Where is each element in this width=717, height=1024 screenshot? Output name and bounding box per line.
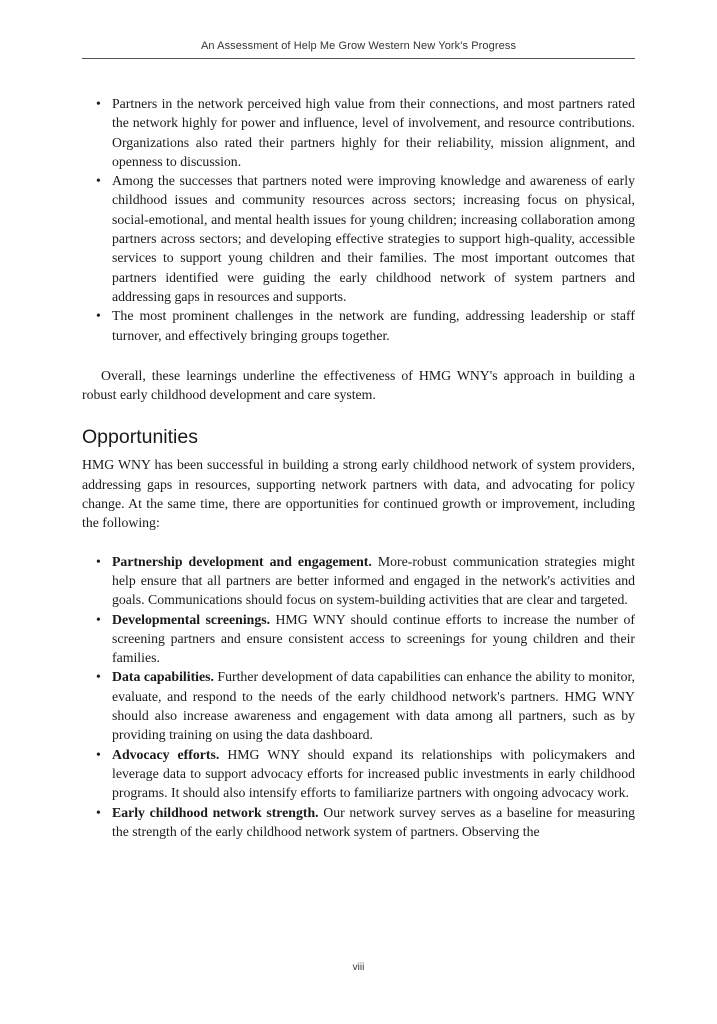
opportunity-text: HMG WNY should expand its relationships with policymakers and leverage data to support advocacy efforts for increased public investments in early childhood programs. It should also intensify efforts to familiarize partners with ongoing advocacy work.	[112, 746, 635, 801]
opportunity-title: Partnership development and engagement.	[112, 553, 372, 569]
opportunity-item	[82, 745, 635, 803]
opportunity-title: Advocacy efforts.	[112, 746, 220, 762]
opportunity-item	[82, 610, 635, 668]
opportunities-list	[82, 552, 635, 841]
opportunity-title: Developmental screenings.	[112, 611, 271, 627]
running-header: An Assessment of Help Me Grow Western New York's Progress	[200, 40, 517, 52]
opportunity-title: Data capabilities.	[112, 669, 214, 685]
finding-item: • Partners in the network perceived high value from their connections, and most partners rated the network highly for power and influence, level of involvement, and resource contributions. Organizations also rated their partners highly for their reliability, mission alignment, and openness to discussion.	[82, 94, 635, 171]
opportunity-text: HMG WNY should continue efforts to increase the number of screening partners and ensure consistent access to screenings for young children and their families.	[112, 611, 636, 666]
opportunity-text: Further development of data capabilities can enhance the ability to monitor, evaluate, and respond to the needs of the early childhood network's partners. HMG WNY should also increase awareness and engagement with data among all partners, such as by providing training on using the data dashboard.	[112, 669, 635, 743]
page-body	[82, 94, 635, 841]
opportunity-text: More-robust communication strategies might help ensure that all partners are better informed and engaged in the network's activities and goals. Communications should focus on system-building activities that are clear and targeted.	[112, 553, 635, 608]
opportunity-item	[82, 667, 635, 744]
finding-item: • The most prominent challenges in the network are funding, addressing leadership or staff turnover, and effectively bringing groups together.	[82, 306, 635, 345]
header-rule	[82, 58, 635, 59]
opportunity-item	[82, 803, 635, 842]
opportunities-intro: HMG WNY has been successful in building a strong early childhood network of system providers, addressing gaps in resources, supporting network partners with data, and advocating for policy change. At the same time, there are opportunities for continued growth or improvement, including the following:	[82, 457, 635, 531]
opportunity-item	[82, 552, 635, 610]
summary-paragraph: Overall, these learnings underline the effectiveness of HMG WNY's approach in building a robust early childhood development and care system.	[82, 367, 635, 403]
finding-item: • Among the successes that partners noted were improving knowledge and awareness of early childhood issues and community resources across sectors; increasing focus on physical, social-emotional, and mental health issues for young children; increasing collaboration among partners across sectors; and developing effective strategies to support high-quality, accessible services to support young children and their families. The most important outcomes that partners identified were guiding the early childhood network of system partners and addressing gaps in resources and supports.	[82, 171, 635, 306]
findings-list	[82, 94, 635, 345]
section-heading: Opportunities	[82, 426, 198, 449]
page-number: viii	[352, 962, 365, 973]
opportunity-title: Early childhood network strength.	[112, 804, 319, 820]
opportunity-text: Our network survey serves as a baseline for measuring the strength of the early childhood network system of partners. Observing the	[112, 804, 635, 839]
